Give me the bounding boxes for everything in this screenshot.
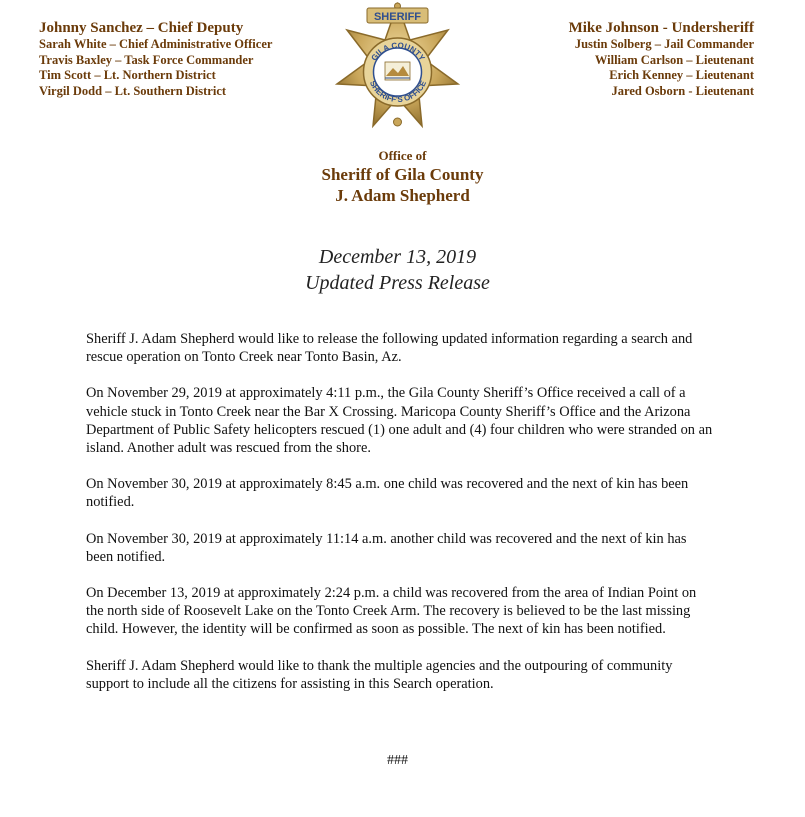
sheriff-name: J. Adam Shepherd [335, 186, 470, 205]
paragraph: On November 29, 2019 at approximately 4:11 p.m., the Gila County Sheriff’s Office received a call of a vehicle stuck in Tonto Creek near the Bar X Crossing. Maricopa County Sheriff’s Office and the Arizona Department of Public Safety helicopters rescued (1) one adult and (4) four children who were stranded on an island. Another adult was rescued from the shore. [86, 385, 713, 457]
undersheriff: Mike Johnson - Undersheriff [568, 20, 754, 36]
staff-line: Tim Scott – Lt. Northern District [39, 68, 216, 82]
press-release-body [86, 330, 716, 711]
paragraph: On December 13, 2019 at approximately 2:24 p.m. a child was recovered from the area of Indian Point on the north side of Roosevelt Lake on the Tonto Creek Arm. The recovery is believed to be the last missing child. However, the identity will be confirmed as soon as possible. The next of kin has been notified. [86, 585, 697, 638]
sheriff-star-badge-icon [330, 2, 465, 132]
staff-line: Justin Solberg – Jail Commander [574, 37, 754, 51]
staff-line: Virgil Dodd – Lt. Southern District [39, 83, 227, 98]
office-name: Sheriff of Gila County [321, 165, 484, 184]
staff-line: Erich Kenney – Lieutenant [609, 68, 754, 82]
staff-line: Jared Osborn - Lieutenant [611, 83, 754, 98]
release-dateline [0, 244, 795, 296]
paragraph: Sheriff J. Adam Shepherd would like to thank the multiple agencies and the outpouring of community support to include all the citizens for assisting in this Search operation. [86, 657, 673, 692]
badge-ring-top-text: GILA COUNTY [369, 40, 427, 63]
paragraph: Sheriff J. Adam Shepherd would like to release the following updated information regarding a search and rescue operation on Tonto Creek near Tonto Basin, Az. [86, 331, 693, 366]
badge-ring-bottom-text: SHERIFF'S OFFICE [367, 79, 429, 105]
staff-list-left [39, 20, 272, 99]
paragraph: On November 30, 2019 at approximately 8:45 a.m. one child was recovered and the next of kin has been notified. [86, 476, 689, 511]
paragraph: On November 30, 2019 at approximately 11:14 a.m. another child was recovered and the next of kin has been notified. [86, 530, 687, 565]
badge-graphic [330, 2, 465, 132]
office-header [0, 147, 805, 206]
staff-list-right [569, 20, 754, 99]
release-date: December 13, 2019 [318, 246, 477, 268]
release-type: Updated Press Release [305, 272, 490, 294]
badge-top-text: SHERIFF [373, 11, 422, 23]
chief-deputy: Johnny Sanchez – Chief Deputy [39, 20, 244, 36]
staff-line: Travis Baxley – Task Force Commander [39, 52, 254, 67]
end-mark: ### [387, 753, 408, 768]
office-of-label: Office of [378, 148, 427, 163]
staff-line: William Carlson – Lieutenant [594, 52, 754, 67]
staff-line: Sarah White – Chief Administrative Officer [39, 37, 273, 51]
